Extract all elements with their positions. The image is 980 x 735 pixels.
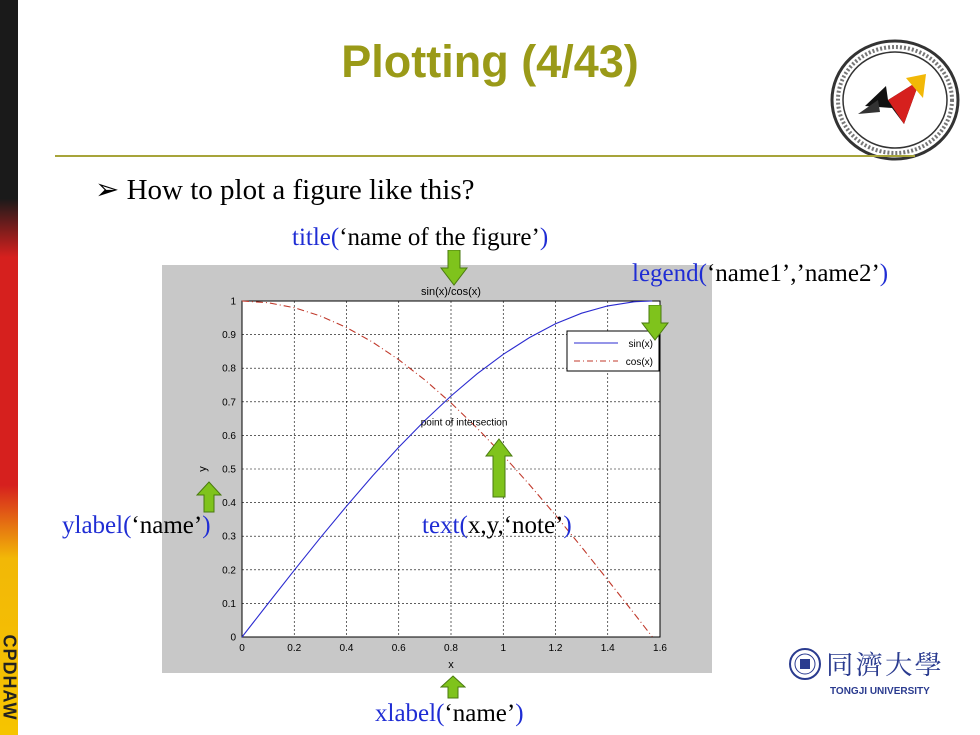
institute-seal-logo — [828, 38, 962, 163]
legend-label-cos: cos(x) — [625, 357, 653, 368]
xlabel-up-arrow — [440, 675, 466, 699]
annotation-text-fn: text( — [422, 512, 468, 539]
y-tick-label: 0.2 — [222, 565, 236, 577]
x-tick-label: 1.6 — [653, 643, 667, 654]
y-tick-label: 0 — [230, 632, 236, 644]
y-tick-label: 0.4 — [222, 498, 236, 510]
x-tick-label: 1.4 — [600, 643, 615, 654]
title-down-arrow — [440, 250, 468, 286]
tongji-english-name: TONGJI UNIVERSITY — [830, 686, 930, 697]
x-tick-label: 0.4 — [339, 643, 354, 654]
bullet-marker: ➢ — [95, 174, 120, 206]
x-tick-label: 0.8 — [444, 643, 458, 654]
bullet-text: How to plot a figure like this? — [126, 174, 475, 206]
y-tick-label: 0.1 — [222, 598, 236, 610]
y-tick-label: 0.5 — [222, 464, 236, 476]
side-stripe-text: CPDHAW — [0, 634, 20, 721]
slide-title: Plotting (4/43) — [341, 36, 639, 87]
annotation-legend-arg: ‘name1’,’name2’ — [706, 260, 880, 287]
point-of-intersection-note: point of intersection — [420, 417, 508, 429]
y-tick-label: 0.6 — [222, 430, 236, 442]
title-divider — [55, 155, 915, 157]
y-tick-label: 0.3 — [222, 531, 236, 543]
annotation-title-fn: title( — [292, 224, 340, 251]
annotation-xlabel — [375, 700, 524, 728]
y-tick-label: 0.7 — [222, 397, 236, 409]
annotation-xlabel-close: ) — [515, 700, 524, 727]
annotation-xlabel-arg: ‘name’ — [444, 700, 516, 727]
chart-xlabel: x — [448, 659, 454, 671]
y-tick-label: 0.8 — [222, 363, 236, 375]
annotation-ylabel-close: ) — [202, 512, 211, 539]
legend-down-arrow — [641, 305, 669, 341]
annotation-text-arg: x,y,‘note’ — [467, 512, 564, 539]
x-tick-label: 1 — [500, 643, 507, 654]
matlab-figure — [162, 265, 712, 673]
annotation-legend-fn: legend( — [632, 260, 707, 287]
x-tick-label: 0 — [239, 643, 245, 654]
tongji-chinese-name: 同濟大學 — [826, 651, 944, 681]
x-tick-label: 1.2 — [548, 643, 563, 654]
x-tick-label: 0.6 — [391, 643, 406, 654]
ylabel-up-arrow — [196, 481, 222, 513]
annotation-xlabel-fn: xlabel( — [375, 700, 445, 727]
annotation-ylabel-fn: ylabel( — [62, 512, 132, 539]
annotation-legend — [632, 260, 888, 288]
side-color-stripe — [0, 0, 18, 735]
x-tick-label: 0.2 — [287, 643, 302, 654]
text-up-arrow — [485, 438, 513, 498]
y-tick-label: 1 — [230, 296, 236, 308]
annotation-ylabel — [62, 512, 211, 540]
tongji-university-logo — [788, 640, 948, 700]
annotation-text — [422, 512, 572, 540]
annotation-title-close: ) — [539, 224, 549, 251]
annotation-ylabel-arg: ‘name’ — [131, 512, 203, 539]
annotation-text-close: ) — [563, 512, 572, 539]
annotation-title — [292, 224, 548, 252]
annotation-legend-close: ) — [879, 260, 889, 287]
bullet-question — [95, 172, 475, 207]
legend-label-sin: sin(x) — [628, 339, 653, 350]
annotation-title-arg: ‘name of the figure’ — [339, 224, 540, 251]
y-tick-label: 0.9 — [222, 330, 236, 342]
chart-ylabel: y — [197, 466, 209, 472]
chart-title: sin(x)/cos(x) — [421, 286, 481, 298]
